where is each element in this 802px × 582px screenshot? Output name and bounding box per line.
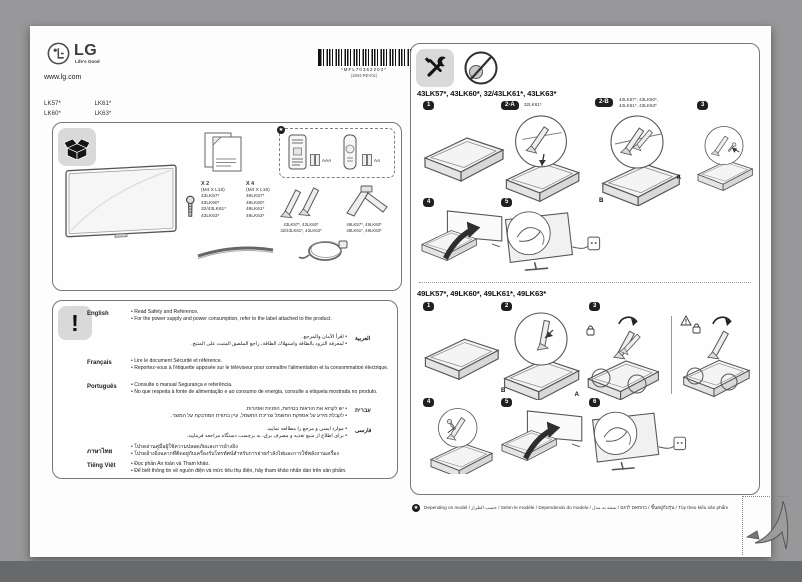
manual-booklet-illustration [201,131,245,173]
battery-aaa-label: AAA [322,158,332,163]
manual-sheet [30,26,771,557]
screw-qty: X 4 [246,181,255,187]
safety-line: • Lire le document Sécurité et référence. [131,358,222,364]
screw-size: (M4 X L16) [201,187,225,193]
safety-lines [131,444,389,459]
stand-models-line: 43LK57*, 43LK60* [283,222,319,227]
language-label: English [87,311,109,317]
battery-aaa-icon [310,153,320,166]
safety-language-panel [52,300,398,479]
step-2b-models [619,97,658,109]
stand-legs-43-models [263,222,339,233]
safety-lines [131,461,389,476]
safety-row-hebrew [61,406,389,421]
step-badge-49-6: 6 [589,398,600,407]
scan-bottom-band [0,561,802,582]
footer-note-text: Depending on model / حسب الطراز / Selon le modèle / Dependendo do modelo / בהתאם לדגם / بسته به مدل / ขึ้นอยู่กับรุ่น / Tùy theo kiểu sản phẩm [424,505,729,510]
step-badge-49-4: 4 [423,398,434,407]
safety-line: • برای اطلاع از منبع تغذیه و مصرف برق، به برچسب دستگاه مراجعه فرمایید. [186,433,347,440]
step-badge-49-2: 2 [501,302,512,311]
assembly-panel [410,43,760,495]
page-turn-corner [742,496,790,555]
model-code: LK61* [94,100,112,107]
depends-on-model-marker: ✱ [277,126,285,134]
screw-model: 49LK63* [246,213,265,219]
model-list [44,92,140,117]
safety-line: • For the power supply and power consumption, refer to the label attached to the product. [131,316,332,323]
screw-size: (M4 X L16) [246,187,270,193]
model-code: LK60* [44,110,61,117]
safety-line: • Để biết thông tin về nguồn điện và mức tiêu thụ điện, hãy tham khảo nhãn dán trên sản phẩm. [131,468,347,475]
barcode-bars [318,49,414,66]
exclamation-glyph: ! [71,309,79,336]
screw-icon [186,195,196,219]
step2a-illustration [497,114,585,202]
step-badge-2a: 2-A [501,101,519,110]
stand-models-line: 32/43LK61*, 43LK63* [280,227,322,233]
safety-line: • โปรดอ้างอิงฉลากที่ติดอยู่กับเครื่องรับโทรทัศน์สำหรับการจ่ายกำลังไฟและการใช้พลังงานเครื่อง [131,451,339,458]
website-url: www.lg.com [44,74,82,81]
step49-3a-illustration [579,312,665,400]
step-2a-models: 32LK61* [524,102,542,107]
model-code: LK57* [44,100,61,107]
step3-illustration [691,114,757,202]
safety-row-english [61,309,389,324]
lg-symbol-icon [47,42,70,65]
safety-lines [131,358,389,373]
remote-control-illustration [288,134,308,171]
step4-illustration [415,208,507,274]
screw-model: 49LK61* [246,207,265,213]
stand-legs-43-illustration [277,181,329,221]
tools-icon [416,49,454,87]
mark-a: A [574,391,579,398]
magic-remote-illustration [342,134,358,171]
step1-illustration [415,124,507,186]
safety-line: • Đọc phần An toàn và Tham khảo. [131,461,210,467]
stand-base-illustration [193,241,279,263]
step-2b-models-line: 43LK57*, 43LK60*, [619,97,659,102]
step-2b-models-line: 43LK61*, 43LK63* [619,102,657,108]
safety-lines [131,382,389,397]
section-43-header: 43LK57*, 43LK60*, 32/43LK61*, 43LK63* [417,89,557,98]
barcode-revision: (1804-REV01) [350,73,378,78]
remote-section [279,128,395,178]
footer-note [412,504,742,512]
safety-row-french [61,358,389,373]
lg-logo [47,42,127,68]
stand-legs-49-illustration [341,181,393,221]
step2b-illustration [591,114,687,206]
screw-spec-a [201,181,226,221]
battery-aa-icon [362,153,372,166]
step49-3b-illustration [677,312,755,400]
lg-wordmark: LG [74,42,98,59]
step-badge-49-3: 3 [589,302,600,311]
safety-line: • لمعرفة التزود بالطاقة واستهلاك الطاقة، راجع الملصق المثبت على المنتج. [191,341,347,348]
safety-row-thai [61,444,389,459]
step49-2-illustration [495,312,587,400]
depends-on-model-marker: ✱ [412,504,420,512]
stand-legs-49-models [331,222,397,233]
step-badge-49-5: 5 [501,398,512,407]
safety-lines [61,426,347,441]
language-label: Tiếng Việt [87,463,116,469]
stand-models-line: 49LK61*, 49LK63* [346,227,382,233]
screw-model: 49LK57* [246,194,265,200]
mark-a: A [676,174,681,181]
step5-illustration [495,208,613,274]
lg-tagline: Life's Good [75,59,100,64]
battery-aa-label: AA [374,158,381,163]
safety-line: • יש לקרוא את הוראות בטיחות, הפניות ואזהרות. [245,406,347,412]
step-badge-1: 1 [423,101,434,110]
safety-line: • No que respeita à fonte de alimentação e ao consumo de energia, consulte a etiqueta mostrada no produto. [131,389,378,396]
safety-lines [61,406,347,421]
screw-spec-b [246,181,270,221]
safety-line: • โปรดอ่านคู่มือผู้ใช้ความปลอดภัยและการอ้างอิง [131,444,238,450]
mark-b: B [599,197,604,204]
section-49-header: 49LK57*, 49LK60*, 49LK61*, 49LK63* [417,289,547,298]
page-turn-arrow-icon [743,497,790,555]
model-code: LK63* [94,110,112,117]
tv-panel-illustration [63,159,181,245]
safety-line: • Read Safety and Reference. [131,309,199,315]
safety-line: • לקבלת מידע על אספקת החשמל וצריכת החשמל, עיין בתווית המודבקת על המוצר. [170,413,347,420]
barcode-text: *MFL70362203* [340,67,388,72]
safety-line: • اقرأ الأمان والمرجع. [302,334,347,340]
step-badge-49-1: 1 [423,302,434,311]
safety-line: • Consulte o manual Segurança e referência. [131,382,233,388]
safety-row-portuguese [61,382,389,397]
screw-model: 43LK57* [201,194,220,200]
safety-row-farsi [61,426,389,441]
language-label: العربية [355,336,371,342]
mark-b: B [501,387,506,394]
safety-row-arabic [61,334,389,349]
safety-line: • Reportez-vous à l'étiquette apposée sur le téléviseur pour connaître l'alimentation et la consommation électrique. [131,365,389,372]
screw-model: 49LK60* [246,200,265,206]
language-label: עברית [355,408,371,414]
language-label: Français [87,360,112,366]
step49-4-illustration [415,408,507,474]
language-label: فارسی [355,428,372,434]
barcode [318,49,410,78]
safety-line: • موارد ایمنی و مرجع را مطالعه نمایید. [266,426,347,432]
language-label: Português [87,384,117,390]
screw-model: 32/43LK61* [201,207,227,213]
no-coin-icon [463,50,499,86]
stand-models-line: 49LK57*, 49LK60* [346,222,382,227]
step49-5-illustration [495,408,587,474]
safety-lines [61,334,347,349]
safety-lines [131,309,389,324]
language-label: ภาษาไทย [87,449,113,455]
screw-model: 43LK63* [201,213,220,219]
safety-row-vietnamese [61,461,389,476]
power-cord-illustration [295,235,351,267]
variant-divider [671,316,672,394]
section-divider [419,282,751,283]
screw-model: 43LK60* [201,200,220,206]
screw-qty: X 2 [201,181,210,187]
step49-1-illustration [415,328,503,384]
step-badge-4: 4 [423,198,434,207]
step-badge-2b: 2-B [595,98,613,107]
step-badge-5: 5 [501,198,512,207]
step-badge-3: 3 [697,101,708,110]
box-contents-panel [52,122,402,291]
step49-6-illustration [583,408,698,474]
